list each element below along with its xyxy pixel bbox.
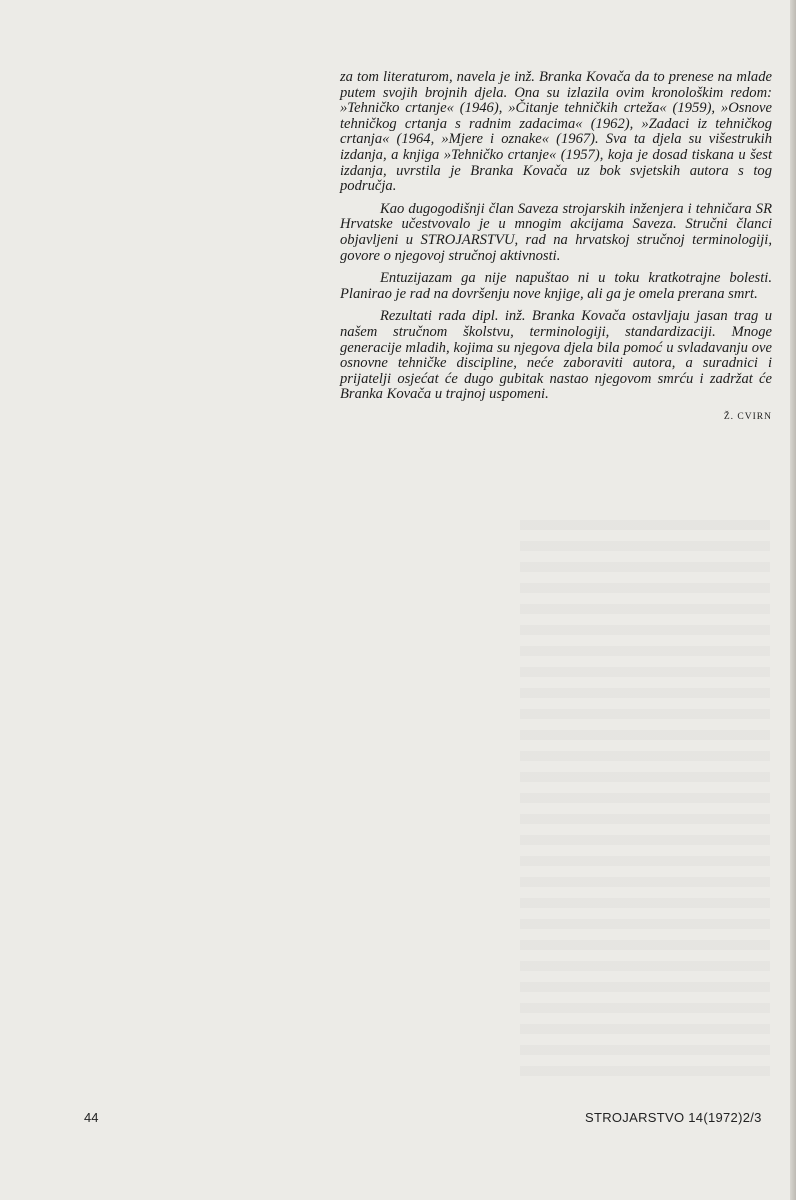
author-signature: Ž. CVIRN xyxy=(723,411,772,422)
page-footer xyxy=(0,1110,796,1130)
article-paragraph: za tom literaturom, navela je inž. Branka Kovača da to prenese na mlade putem svojih brojnih djela. Ona su izlazila ovim kronološkim redom: »Tehničko crtanje« (1946), »Čitanje tehničkih crteža« (1959), »Osnove tehničkog crtanja s radnim zadacima« (1962), »Zadaci iz tehničkog crtanja« (1964, »Mjere i oznake« (1967). Sva ta djela su višestrukih izdanja, a knjiga »Tehničko crtanje« (1957), koja je dosad tiskana u šest izdanja, uvrstila je Branka Kovača uz bok svjetskih autora s tog područja. xyxy=(340,69,772,195)
article-column xyxy=(340,70,772,425)
show-through-bleed xyxy=(520,520,770,1080)
journal-reference: STROJARSTVO 14(1972)2/3 xyxy=(585,1110,762,1125)
article-paragraph: Rezultati rada dipl. inž. Branka Kovača ostavljaju jasan trag u našem stručnom školstvu, terminologiji, standardizaciji. Mnoge generacije mladih, kojima su njegova djela bila pomoć u svladavanju ove osnovne tehničke discipline, neće zaboraviti autora, a suradnici i prijatelji osjećat će dugo gubitak nastao njegovom smrću i zadržat će Branka Kovača u trajnoj uspomeni. xyxy=(340,308,772,403)
page-number: 44 xyxy=(84,1110,99,1125)
article-paragraph: Entuzijazam ga nije napuštao ni u toku kratkotrajne bolesti. Planirao je rad na dovršenju nove knjige, ali ga je omela prerana smrt. xyxy=(340,270,772,302)
page-edge xyxy=(790,0,796,1200)
article-paragraph: Kao dugogodišnji član Saveza strojarskih inženjera i tehničara SR Hrvatske učestvovalo je u mnogim akcijama Saveza. Stručni članci objavljeni u STROJARSTVU, rad na hrvatskoj stručnoj terminologiji, govore o njegovoj stručnoj aktivnosti. xyxy=(340,200,772,264)
